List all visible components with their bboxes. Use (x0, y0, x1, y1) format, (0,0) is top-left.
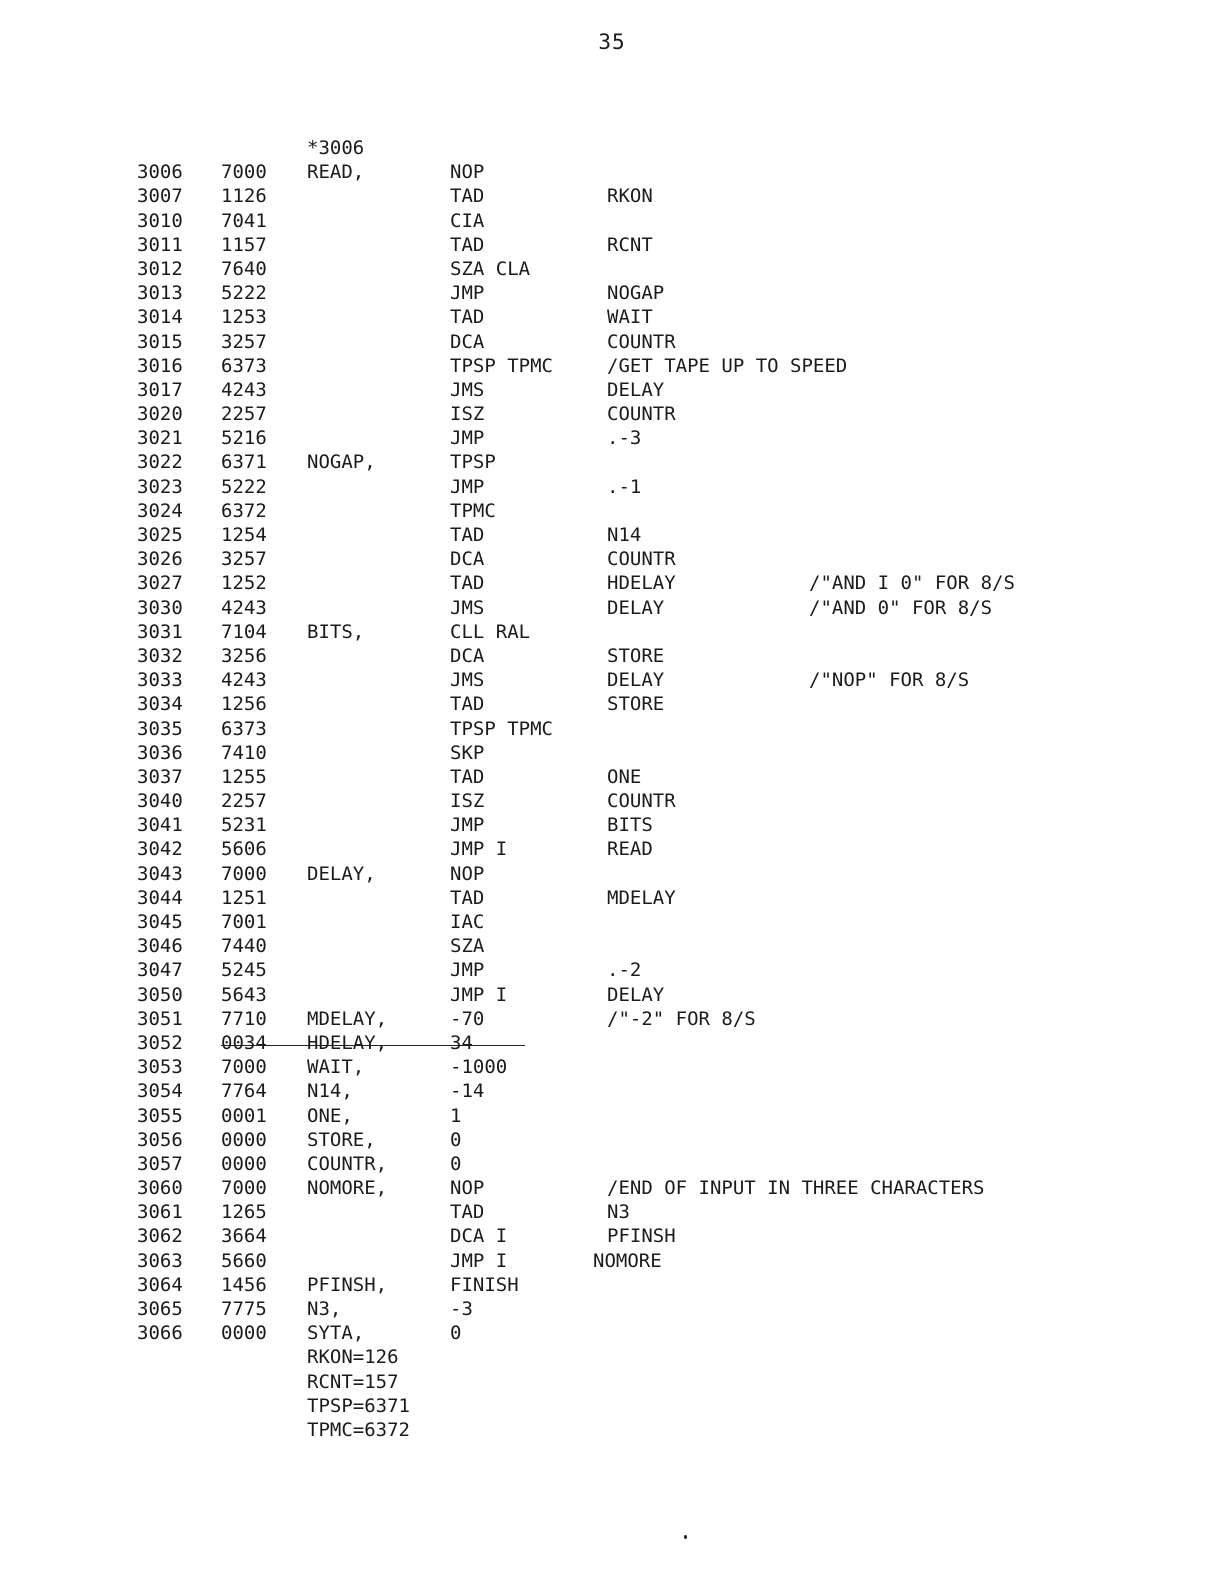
address: 3037 (137, 765, 183, 788)
code-line (137, 1249, 1097, 1273)
address: 3013 (137, 282, 183, 305)
instruction: ISZ (450, 790, 485, 813)
symbol-definition: RCNT=157 (307, 1370, 399, 1393)
instruction: SKP (450, 741, 485, 764)
symbol-definition: RKON=126 (307, 1346, 399, 1369)
code-line (137, 1297, 1097, 1321)
operand: /GET TAPE UP TO SPEED (607, 354, 848, 377)
machine-code: 4243 (221, 596, 267, 619)
address: 3025 (137, 524, 183, 546)
operand: DELAY (607, 378, 665, 401)
machine-code: 5222 (221, 282, 267, 305)
operand: COUNTR (607, 330, 676, 353)
machine-code: 2257 (221, 403, 267, 426)
code-line (137, 1007, 1097, 1031)
code-line (137, 257, 1097, 281)
label: N3, (307, 1298, 342, 1320)
code-line (137, 717, 1097, 741)
code-line (137, 305, 1097, 329)
machine-code: 7000 (221, 1056, 267, 1079)
code-line (137, 330, 1097, 354)
symbol-definition-row (137, 1345, 1097, 1369)
symbol-definition: TPMC=6372 (307, 1418, 410, 1441)
machine-code: 6373 (221, 717, 267, 740)
machine-code: 1256 (221, 693, 267, 716)
label: BITS, (307, 620, 365, 643)
machine-code: 1255 (221, 765, 267, 788)
machine-code: 0000 (221, 1128, 267, 1151)
instruction: 0 (450, 1152, 462, 1175)
code-line (137, 547, 1097, 571)
instruction: JMP I (450, 983, 508, 1006)
code-line (137, 1079, 1097, 1103)
code-line (137, 862, 1097, 886)
label: HDELAY, (307, 1031, 388, 1054)
address: 3034 (137, 693, 183, 716)
machine-code: 7000 (221, 161, 267, 184)
operand: DELAY (607, 596, 665, 619)
instruction: IAC (450, 911, 485, 933)
origin-directive-row (137, 136, 1097, 160)
label: STORE, (307, 1128, 376, 1151)
address: 3010 (137, 209, 183, 232)
code-line (137, 668, 1097, 692)
machine-code: 1456 (221, 1273, 267, 1296)
operand: N3 (607, 1201, 630, 1224)
operand: NOGAP (607, 282, 665, 305)
code-line (137, 209, 1097, 233)
instruction: JMS (450, 669, 485, 692)
machine-code: 4243 (221, 669, 267, 692)
address: 3011 (137, 233, 183, 256)
code-line (137, 160, 1097, 184)
symbol-definition: TPSP=6371 (307, 1394, 410, 1417)
machine-code: 2257 (221, 790, 267, 813)
page-number: 35 (598, 30, 626, 54)
address: 3023 (137, 475, 183, 498)
code-line (137, 1176, 1097, 1200)
operand: HDELAY (607, 572, 676, 595)
machine-code: 6371 (221, 451, 267, 474)
address: 3007 (137, 185, 183, 208)
machine-code: 7000 (221, 862, 267, 885)
instruction: -70 (450, 1007, 485, 1030)
origin-directive: *3006 (307, 137, 365, 159)
code-line (137, 450, 1097, 474)
code-line (137, 354, 1097, 378)
instruction: TAD (450, 185, 485, 208)
address: 3054 (137, 1080, 183, 1103)
machine-code: 7041 (221, 209, 267, 232)
address: 3032 (137, 644, 183, 667)
code-line (137, 426, 1097, 450)
instruction: JMP (450, 959, 485, 982)
machine-code: 5245 (221, 959, 267, 982)
code-line (137, 378, 1097, 402)
operand: PFINSH (607, 1225, 676, 1248)
address: 3051 (137, 1007, 183, 1030)
instruction: TAD (450, 1201, 485, 1224)
symbol-definition-row (137, 1370, 1097, 1394)
address: 3014 (137, 306, 183, 329)
code-line (137, 983, 1097, 1007)
instruction: FINISH (450, 1273, 519, 1296)
address: 3055 (137, 1104, 183, 1127)
code-line (137, 620, 1097, 644)
instruction: NOP (450, 862, 485, 885)
code-line (137, 233, 1097, 257)
address: 3020 (137, 403, 183, 426)
machine-code: 7640 (221, 257, 267, 280)
label: COUNTR, (307, 1152, 388, 1175)
machine-code: 1251 (221, 886, 267, 909)
instruction: 34 (450, 1031, 473, 1054)
instruction: -14 (450, 1080, 485, 1103)
machine-code: 0000 (221, 1322, 267, 1345)
address: 3024 (137, 499, 183, 522)
machine-code: 7001 (221, 911, 267, 933)
code-line (137, 1224, 1097, 1248)
machine-code: 1265 (221, 1201, 267, 1224)
code-line (137, 571, 1097, 595)
instruction: JMS (450, 378, 485, 401)
machine-code: 1253 (221, 306, 267, 329)
machine-code: 3257 (221, 548, 267, 571)
address: 3031 (137, 620, 183, 643)
code-line (137, 1321, 1097, 1345)
code-line (137, 596, 1097, 620)
address: 3040 (137, 790, 183, 813)
address: 3044 (137, 886, 183, 909)
operand: STORE (607, 693, 665, 716)
label: MDELAY, (307, 1007, 388, 1030)
instruction: TPMC (450, 499, 496, 522)
comment: /"AND 0" FOR 8/S (809, 596, 993, 619)
machine-code: 3664 (221, 1225, 267, 1248)
instruction: TPSP (450, 451, 496, 474)
instruction: ISZ (450, 403, 485, 426)
label: WAIT, (307, 1056, 365, 1079)
address: 3053 (137, 1056, 183, 1079)
operand: ONE (607, 765, 642, 788)
machine-code: 4243 (221, 378, 267, 401)
address: 3035 (137, 717, 183, 740)
address: 3016 (137, 354, 183, 377)
label: SYTA, (307, 1322, 365, 1345)
code-line (137, 644, 1097, 668)
code-line (137, 184, 1097, 208)
label: DELAY, (307, 862, 376, 885)
instruction: JMP (450, 282, 485, 305)
instruction: SZA CLA (450, 257, 531, 280)
address: 3027 (137, 572, 183, 595)
address: 3061 (137, 1201, 183, 1224)
code-line (137, 499, 1097, 523)
operand: COUNTR (607, 403, 676, 426)
instruction: CLL RAL (450, 620, 531, 643)
address: 3021 (137, 427, 183, 450)
comment: /"NOP" FOR 8/S (809, 669, 970, 692)
code-line (137, 523, 1097, 547)
address: 3064 (137, 1273, 183, 1296)
machine-code: 7410 (221, 741, 267, 764)
address: 3022 (137, 451, 183, 474)
code-line (137, 958, 1097, 982)
code-line (137, 1200, 1097, 1224)
machine-code: 6372 (221, 499, 267, 522)
instruction: TAD (450, 233, 485, 256)
comment: /"AND I 0" FOR 8/S (809, 572, 1015, 595)
label: READ, (307, 161, 365, 184)
code-line (137, 789, 1097, 813)
operand: RKON (607, 185, 653, 208)
machine-code: 3257 (221, 330, 267, 353)
instruction: 0 (450, 1128, 462, 1151)
operand: /"-2" FOR 8/S (607, 1007, 756, 1030)
machine-code: 5216 (221, 427, 267, 450)
operand: MDELAY (607, 886, 676, 909)
instruction: DCA I (450, 1225, 508, 1248)
address: 3012 (137, 257, 183, 280)
instruction: TAD (450, 765, 485, 788)
code-line (137, 692, 1097, 716)
address: 3017 (137, 378, 183, 401)
instruction: TAD (450, 524, 485, 546)
operand: .-2 (607, 959, 642, 982)
code-line (137, 1031, 1097, 1055)
instruction: SZA (450, 935, 485, 958)
code-line (137, 402, 1097, 426)
code-line (137, 1273, 1097, 1297)
address: 3060 (137, 1177, 183, 1200)
instruction: TPSP TPMC (450, 717, 553, 740)
machine-code: 5660 (221, 1249, 267, 1272)
address: 3065 (137, 1298, 183, 1320)
machine-code: 7775 (221, 1298, 267, 1320)
code-line (137, 475, 1097, 499)
machine-code: 0000 (221, 1152, 267, 1175)
operand: NOMORE (593, 1249, 662, 1272)
machine-code: 5222 (221, 475, 267, 498)
machine-code: 7104 (221, 620, 267, 643)
code-line (137, 886, 1097, 910)
address: 3056 (137, 1128, 183, 1151)
instruction: NOP (450, 1177, 485, 1200)
address: 3045 (137, 911, 183, 933)
instruction: CIA (450, 209, 485, 232)
operand: WAIT (607, 306, 653, 329)
operand: BITS (607, 814, 653, 837)
symbol-definition-row (137, 1394, 1097, 1418)
address: 3050 (137, 983, 183, 1006)
address: 3043 (137, 862, 183, 885)
code-line (137, 910, 1097, 934)
address: 3030 (137, 596, 183, 619)
instruction: JMP I (450, 1249, 508, 1272)
operand: READ (607, 838, 653, 861)
instruction: -1000 (450, 1056, 508, 1079)
machine-code: 1157 (221, 233, 267, 256)
instruction: JMP I (450, 838, 508, 861)
code-line (137, 741, 1097, 765)
machine-code: 7710 (221, 1007, 267, 1030)
code-line (137, 1152, 1097, 1176)
machine-code: 7440 (221, 935, 267, 958)
machine-code: 7000 (221, 1177, 267, 1200)
code-line (137, 934, 1097, 958)
address: 3033 (137, 669, 183, 692)
symbol-definition-row (137, 1418, 1097, 1442)
machine-code: 0001 (221, 1104, 267, 1127)
address: 3057 (137, 1152, 183, 1175)
ink-speck (684, 1535, 687, 1539)
operand: N14 (607, 524, 642, 546)
machine-code: 0034 (221, 1031, 267, 1054)
instruction: JMP (450, 475, 485, 498)
instruction: JMS (450, 596, 485, 619)
instruction: TAD (450, 572, 485, 595)
operand: .-3 (607, 427, 642, 450)
address: 3052 (137, 1031, 183, 1054)
label: N14, (307, 1080, 353, 1103)
code-line (137, 281, 1097, 305)
machine-code: 5643 (221, 983, 267, 1006)
operand: RCNT (607, 233, 653, 256)
machine-code: 3256 (221, 644, 267, 667)
machine-code: 5231 (221, 814, 267, 837)
instruction: TPSP TPMC (450, 354, 553, 377)
label: NOGAP, (307, 451, 376, 474)
address: 3066 (137, 1322, 183, 1345)
operand: DELAY (607, 983, 665, 1006)
label: PFINSH, (307, 1273, 388, 1296)
assembly-listing (137, 136, 1097, 1442)
address: 3041 (137, 814, 183, 837)
address: 3063 (137, 1249, 183, 1272)
operand: STORE (607, 644, 665, 667)
operand: .-1 (607, 475, 642, 498)
address: 3046 (137, 935, 183, 958)
instruction: TAD (450, 306, 485, 329)
code-line (137, 1128, 1097, 1152)
operand: DELAY (607, 669, 665, 692)
operand: COUNTR (607, 548, 676, 571)
address: 3036 (137, 741, 183, 764)
machine-code: 1126 (221, 185, 267, 208)
address: 3006 (137, 161, 183, 184)
operand: /END OF INPUT IN THREE CHARACTERS (607, 1177, 985, 1200)
address: 3062 (137, 1225, 183, 1248)
instruction: DCA (450, 330, 485, 353)
address: 3047 (137, 959, 183, 982)
instruction: JMP (450, 427, 485, 450)
machine-code: 5606 (221, 838, 267, 861)
label: NOMORE, (307, 1177, 388, 1200)
instruction: DCA (450, 644, 485, 667)
instruction: 1 (450, 1104, 462, 1127)
machine-code: 6373 (221, 354, 267, 377)
address: 3026 (137, 548, 183, 571)
machine-code: 1254 (221, 524, 267, 546)
code-line (137, 813, 1097, 837)
operand: COUNTR (607, 790, 676, 813)
underline-rule (221, 1045, 525, 1046)
code-line (137, 1104, 1097, 1128)
machine-code: 7764 (221, 1080, 267, 1103)
instruction: -3 (450, 1298, 473, 1320)
code-line (137, 1055, 1097, 1079)
code-line (137, 837, 1097, 861)
machine-code: 1252 (221, 572, 267, 595)
code-line (137, 765, 1097, 789)
instruction: TAD (450, 886, 485, 909)
instruction: JMP (450, 814, 485, 837)
instruction: DCA (450, 548, 485, 571)
instruction: NOP (450, 161, 485, 184)
address: 3015 (137, 330, 183, 353)
label: ONE, (307, 1104, 353, 1127)
instruction: TAD (450, 693, 485, 716)
address: 3042 (137, 838, 183, 861)
instruction: 0 (450, 1322, 462, 1345)
